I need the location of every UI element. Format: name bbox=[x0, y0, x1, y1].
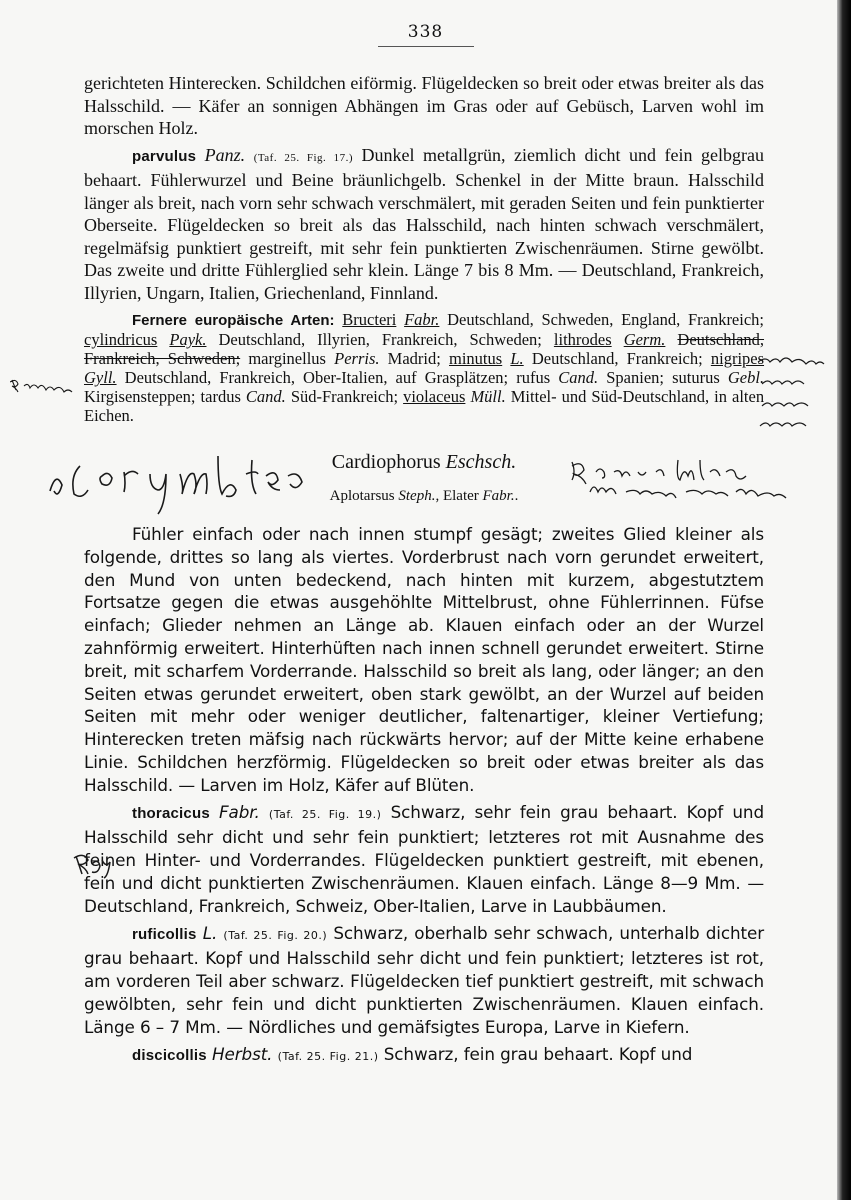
species-name: tardus bbox=[200, 387, 241, 406]
handwritten-annotation bbox=[754, 348, 838, 438]
entry-discicollis bbox=[84, 1043, 764, 1069]
species-name: marginellus bbox=[248, 349, 326, 368]
handwritten-annotation bbox=[566, 452, 826, 508]
species-author: Payk. bbox=[169, 330, 207, 349]
species-author: Gebl. bbox=[727, 368, 765, 387]
species-description: Schwarz, fein grau behaart. Kopf und bbox=[383, 1043, 693, 1064]
species-description: Schwarz, oberhalb sehr schwach, unterhalb dichter grau behaart. Kopf und Halsschild sehr dicht und fein punktiert; letzteres ist rot, am vorderen Teil aber schwarz. Flügeldecken tief punktiert gestreift, mit schwach gewölbten, sehr fein und dicht punktierten Zwischenräumen. Klauen einfach. Länge 6 – 7 Mm. — Nördliches und gemäfsigtes Europa, Larve in Kiefern. bbox=[84, 922, 764, 1037]
species-name: nigripes bbox=[710, 349, 765, 368]
species-distribution: Deutschland, Illyrien, Frankreich, Schweden; bbox=[218, 330, 542, 349]
entry-thoracicus bbox=[84, 801, 764, 918]
species-distribution: Deutschland, Schweden, England, Frankreich; bbox=[447, 310, 764, 329]
species-author: Panz. bbox=[204, 144, 246, 165]
species-name: cylindricus bbox=[84, 330, 158, 349]
species-author: Fabr. bbox=[404, 310, 440, 329]
page-number-rule bbox=[378, 46, 474, 47]
entry-parvulus bbox=[84, 144, 764, 305]
species-name: violaceus bbox=[403, 387, 466, 406]
page-content bbox=[84, 62, 764, 1068]
further-species-label: Fernere europäische Arten: bbox=[132, 312, 335, 329]
further-species bbox=[84, 310, 764, 425]
species-distribution: Süd-Frankreich; bbox=[290, 387, 399, 406]
species-author: L. bbox=[510, 349, 524, 368]
plate-reference: (Taf. 25. Fig. 17.) bbox=[253, 151, 353, 164]
page-number: 338 bbox=[407, 22, 444, 42]
page-edge-shadow bbox=[837, 0, 851, 1200]
genus-synonyms: Aplotarsus Steph., Elater Fabr.. bbox=[329, 488, 519, 504]
species-description: Schwarz, sehr fein grau behaart. Kopf und Halsschild sehr dicht und sehr fein punktiert; letzteres rot mit Ausnahme des feinen Hinter- und Vorderrandes. Flügeldecken punktiert gestreift, mit ebenen, fein und dicht punktierten Zwischenräumen. Klauen einfach. Länge 8—9 Mm. — Deutschland, Frankreich, Schweiz, Ober-Italien, Larve in Laubbäumen. bbox=[84, 801, 765, 916]
species-distribution: Kirgisensteppen; bbox=[84, 387, 196, 406]
genus-description: Fühler einfach oder nach innen stumpf gesägt; zweites Glied kleiner als folgende, drittes so lang als viertes. Vorderbrust nach vorn gerundet erweitert, den Mund von unten bedeckend, nach hinten mit kurzem, abgestutztem Fortsatze gegen die etwas ausgehöhlte Mittelbrust, ohne Fühlerrinnen. Füfse einfach; Glieder nehmen an Länge ab. Klauen einfach oder an der Wurzel zahnförmig erweitert. Hinterhüften nach innen schnell gerundet erweitert. Stirne breit, mit scharfem Vorderrande. Halsschild so breit als lang, oder länger; an den Seiten etwas gerundet erweitert, oben stark gewölbt, an der Wurzel auf beiden Seiten mit mehr oder weniger deutlicher, faltenartiger, kleiner Vertiefung; Hinterecken treten mäfsig nach rückwärts hervor; auf der Mitte keine erhabene Linie. Schildchen herzförmig. Flügeldecken so breit oder etwas breiter als das Halsschild. — Larven im Holz, Käfer auf Blüten. bbox=[84, 524, 764, 795]
species-distribution: Deutschland, Frankreich, Ober-Italien, auf Grasplätzen; bbox=[124, 368, 509, 387]
synonym-author: Fabr. bbox=[482, 488, 515, 504]
synonym-name: Elater bbox=[442, 488, 479, 504]
species-name: discicollis bbox=[132, 1046, 207, 1064]
species-author: Herbst. bbox=[211, 1043, 273, 1064]
species-distribution: Deutschland, Frankreich, Schweden; bbox=[84, 330, 765, 368]
species-distribution: Deutschland, Frankreich; bbox=[531, 349, 703, 368]
synonym-name: Aplotarsus bbox=[329, 488, 395, 504]
genus-author: Eschsch. bbox=[445, 451, 517, 473]
handwritten-annotation bbox=[72, 850, 116, 880]
handwritten-annotation bbox=[10, 376, 84, 394]
species-author: L. bbox=[202, 922, 218, 943]
species-name: lithrodes bbox=[553, 330, 612, 349]
species-name: minutus bbox=[449, 349, 503, 368]
genus-name: Cardiophorus bbox=[331, 451, 441, 473]
species-author: Cand. bbox=[558, 368, 599, 387]
species-name: suturus bbox=[672, 368, 720, 387]
plate-reference: (Taf. 25. Fig. 20.) bbox=[223, 928, 328, 942]
species-name: parvulus bbox=[132, 147, 197, 165]
species-distribution: Madrid; bbox=[387, 349, 441, 368]
species-author: Germ. bbox=[623, 330, 666, 349]
paragraph-intro: gerichteten Hinterecken. Schildchen eiförmig. Flügeldecken so breit oder etwas breiter als das Halsschild. — Käfer an sonnigen Abhängen im Gras oder auf Gebüsch, Larven wohl im morschen Holz. bbox=[84, 73, 764, 138]
plate-reference: (Taf. 25. Fig. 21.) bbox=[277, 1049, 379, 1063]
species-name: Bructeri bbox=[342, 310, 397, 329]
species-name: thoracicus bbox=[132, 804, 210, 822]
species-name: ruficollis bbox=[132, 925, 197, 943]
species-distribution: Mittel- und Süd-Deutschland, in alten Eichen. bbox=[84, 387, 765, 425]
species-distribution: Spanien; bbox=[606, 368, 664, 387]
species-author: Müll. bbox=[470, 387, 506, 406]
species-name: rufus bbox=[516, 368, 551, 387]
species-author: Perris. bbox=[334, 349, 380, 368]
species-author: Fabr. bbox=[219, 801, 260, 822]
plate-reference: (Taf. 25. Fig. 19.) bbox=[268, 807, 382, 821]
species-author: Gyll. bbox=[84, 368, 117, 387]
synonym-author: Steph. bbox=[398, 488, 436, 504]
entry-ruficollis bbox=[84, 922, 764, 1039]
species-description: Dunkel metallgrün, ziemlich dicht und fein gelbgrau behaart. Fühlerwurzel und Beine bräunlichgelb. Schenkel in der Mitte braun. Halsschild länger als breit, nach vorn sehr schwach verschmälert, mit geraden Seiten und fein punktierter Oberseite. Flügeldecken so breit als das Halsschild, nach hinten schwach verschmälert, regelmäfsig punktiert gestreift, mit sehr fein punktierten Zwischenräumen. Stirne gewölbt. Das zweite und dritte Fühlerglied sehr klein. Länge 7 bis 8 Mm. — Deutschland, Frankreich, Illyrien, Ungarn, Italien, Griechenland, Finnland. bbox=[84, 144, 765, 303]
species-author: Cand. bbox=[245, 387, 286, 406]
handwritten-annotation bbox=[40, 446, 320, 516]
